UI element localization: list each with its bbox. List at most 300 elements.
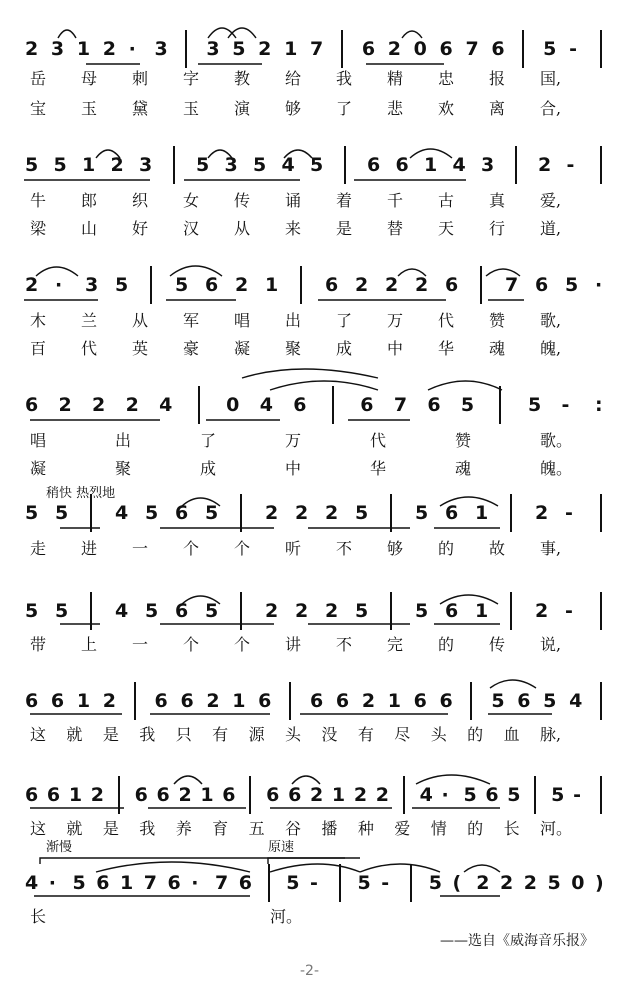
lyric-char: 事, — [540, 539, 562, 558]
lyric-char: 合, — [540, 99, 562, 118]
lyric-char: 了 — [336, 99, 353, 118]
page-number: -2- — [300, 963, 320, 979]
lyric-char: 中 — [387, 339, 404, 358]
bar-line — [600, 682, 602, 720]
note: 3 — [481, 154, 495, 176]
lyric-line — [0, 818, 630, 840]
lyric-char: 长 — [30, 907, 47, 926]
note: 6 — [485, 784, 499, 806]
note: 2 — [325, 502, 339, 524]
lyric-char: 故 — [489, 539, 506, 558]
note: · — [441, 784, 449, 806]
note: 4 — [115, 600, 129, 622]
lyric-char: 汉 — [183, 219, 200, 238]
lyric-char: 魄, — [540, 339, 562, 358]
note: · — [128, 38, 136, 60]
lyric-char: 不 — [336, 539, 353, 558]
lyric-char: 聚 — [115, 459, 132, 478]
note: 2 — [258, 38, 272, 60]
note: 5 — [72, 872, 86, 894]
lyric-char: 国, — [540, 69, 562, 88]
lyric-char: 玉 — [81, 99, 98, 118]
bar-line — [185, 30, 187, 68]
lyric-char: 万 — [387, 311, 404, 330]
note-line — [0, 270, 630, 300]
note-line — [0, 390, 630, 420]
note: 6 — [238, 872, 252, 894]
lyric-char: 爱 — [394, 819, 411, 838]
lyric-line — [0, 98, 630, 120]
lyric-char: 有 — [357, 725, 374, 744]
lyric-char: 道, — [540, 219, 562, 238]
lyric-line — [0, 190, 630, 212]
lyric-char: 木 — [30, 311, 47, 330]
lyric-char: 爱, — [540, 191, 562, 210]
note: 6 — [439, 38, 453, 60]
lyric-char: 了 — [336, 311, 353, 330]
lyric-char: 就 — [66, 725, 83, 744]
lyric-line — [0, 458, 630, 480]
note: 5 — [310, 154, 324, 176]
source-credit: ——选自《威海音乐报》 — [440, 933, 594, 949]
note-line — [0, 34, 630, 64]
note: 1 — [120, 872, 134, 894]
lyric-char: 个 — [234, 635, 251, 654]
lyric-char: 兰 — [81, 311, 98, 330]
note: 6 — [491, 38, 505, 60]
note: 2 — [538, 154, 552, 176]
lyric-line — [0, 310, 630, 332]
note: 5 — [415, 502, 429, 524]
lyric-char: 凝 — [30, 459, 47, 478]
lyric-char: 头 — [430, 725, 447, 744]
lyric-char: 代 — [438, 311, 455, 330]
lyric-char: 尽 — [394, 725, 411, 744]
note: 1 — [232, 690, 246, 712]
note: 6 — [266, 784, 280, 806]
lyric-char: 有 — [212, 725, 229, 744]
note: 5 — [196, 154, 210, 176]
note: 2 — [102, 38, 116, 60]
bar-line — [339, 864, 341, 902]
note: 6 — [445, 502, 459, 524]
lyric-char: 够 — [285, 99, 302, 118]
note: 7 — [310, 38, 324, 60]
lyric-line — [0, 430, 630, 452]
lyric-char: 郎 — [81, 191, 98, 210]
note: 6 — [134, 784, 148, 806]
note: 5 — [115, 274, 129, 296]
lyric-line — [0, 338, 630, 360]
note: 4 — [419, 784, 433, 806]
lyric-char: 的 — [438, 635, 455, 654]
lyric-char: 讲 — [285, 635, 302, 654]
note: 2 — [415, 274, 429, 296]
lyric-char: 我 — [139, 725, 156, 744]
lyric-char: 成 — [200, 459, 217, 478]
note: 2 — [265, 502, 279, 524]
note: 2 — [375, 784, 389, 806]
lyric-char: 育 — [212, 819, 229, 838]
note: 5 — [491, 690, 505, 712]
bar-line — [118, 776, 120, 814]
note: 2 — [25, 274, 39, 296]
lyric-line — [0, 906, 630, 928]
note: 6 — [325, 274, 339, 296]
note: 2 — [355, 274, 369, 296]
lyric-char: 山 — [81, 219, 98, 238]
note: 6 — [96, 872, 110, 894]
lyric-char: 的 — [438, 539, 455, 558]
note: 3 — [224, 154, 238, 176]
lyric-char: 报 — [489, 69, 506, 88]
bar-line — [510, 592, 512, 630]
bar-line — [240, 494, 242, 532]
note-line — [0, 596, 630, 626]
lyric-char: 情 — [430, 819, 447, 838]
bar-line — [515, 146, 517, 184]
note: 5 — [355, 600, 369, 622]
note: 2 — [125, 394, 139, 416]
note: 6 — [205, 274, 219, 296]
lyric-char: 河。 — [540, 819, 573, 838]
note: 2 — [235, 274, 249, 296]
note: 5 — [357, 872, 371, 894]
bar-line — [332, 386, 334, 424]
note: 1 — [265, 274, 279, 296]
note: 5 — [232, 38, 246, 60]
note: 1 — [475, 502, 489, 524]
lyric-char: 完 — [387, 635, 404, 654]
note: 5 — [55, 502, 69, 524]
note: 4 — [452, 154, 466, 176]
note: 1 — [387, 690, 401, 712]
lyric-char: 河。 — [270, 907, 303, 926]
lyric-char: 这 — [30, 725, 47, 744]
lyric-char: 华 — [438, 339, 455, 358]
lyric-char: 的 — [467, 725, 484, 744]
lyric-char: 够 — [387, 539, 404, 558]
note: 2 — [353, 784, 368, 806]
note: 6 — [395, 154, 409, 176]
note: 7 — [465, 38, 479, 60]
note: 5 — [543, 690, 557, 712]
lyric-line — [0, 218, 630, 240]
lyric-char: 忠 — [438, 69, 455, 88]
lyric-char: 天 — [438, 219, 455, 238]
bar-line — [534, 776, 536, 814]
bar-line — [90, 592, 92, 630]
lyric-char: 岳 — [30, 69, 47, 88]
lyric-char: 来 — [285, 219, 302, 238]
note: 1 — [475, 600, 489, 622]
note: 6 — [361, 38, 376, 60]
lyric-char: 行 — [489, 219, 506, 238]
lyric-char: 出 — [285, 311, 302, 330]
note: · — [48, 872, 56, 894]
note: - — [310, 872, 318, 894]
note: 5 — [527, 394, 542, 416]
lyric-char: 谷 — [285, 819, 302, 838]
bar-line — [173, 146, 175, 184]
lyric-char: 播 — [321, 819, 338, 838]
lyric-char: 军 — [183, 311, 200, 330]
lyric-char: 魂 — [455, 459, 472, 478]
tempo-marking: 渐慢 — [46, 840, 73, 855]
lyric-char: 聚 — [285, 339, 302, 358]
lyric-char: 母 — [81, 69, 98, 88]
note: · — [595, 274, 603, 296]
note: 6 — [445, 600, 459, 622]
lyric-char: 悲 — [387, 99, 404, 118]
note: 1 — [200, 784, 214, 806]
lyric-char: 好 — [132, 219, 149, 238]
lyric-char: 只 — [175, 725, 192, 744]
note: 3 — [50, 38, 65, 60]
bar-line — [470, 682, 472, 720]
note: 5 — [205, 502, 219, 524]
note: 2 — [178, 784, 192, 806]
lyric-char: 一 — [132, 539, 149, 558]
lyric-char: 我 — [336, 69, 353, 88]
lyric-char: 不 — [336, 635, 353, 654]
note: 2 — [110, 154, 124, 176]
note: 6 — [258, 690, 272, 712]
note: 6 — [535, 274, 549, 296]
note: 2 — [295, 600, 309, 622]
note: 3 — [154, 38, 168, 60]
note: 6 — [222, 784, 236, 806]
note: 6 — [413, 690, 427, 712]
lyric-line — [0, 634, 630, 656]
bar-line — [268, 864, 270, 902]
lyric-char: 古 — [438, 191, 455, 210]
lyric-char: 个 — [234, 539, 251, 558]
note: 6 — [175, 600, 189, 622]
lyric-char: 梁 — [30, 219, 47, 238]
bar-line — [522, 30, 524, 68]
note: 2 — [385, 274, 399, 296]
lyric-char: 女 — [183, 191, 200, 210]
lyric-char: 头 — [285, 725, 302, 744]
lyric-char: 是 — [336, 219, 353, 238]
note: 6 — [360, 394, 374, 416]
tempo-marking: 稍快 热烈地 — [46, 486, 116, 501]
lyric-char: 唱 — [234, 311, 251, 330]
lyric-char: 血 — [503, 725, 520, 744]
bar-line — [499, 386, 501, 424]
note: - — [561, 394, 570, 416]
lyric-char: 是 — [102, 819, 119, 838]
lyric-char: 中 — [285, 459, 302, 478]
note: 2 — [58, 394, 72, 416]
note: · — [55, 274, 63, 296]
note-line — [0, 780, 630, 810]
note: - — [573, 784, 581, 806]
bar-line — [289, 682, 291, 720]
note: 6 — [154, 690, 168, 712]
note: 5 — [286, 872, 300, 894]
note: 6 — [46, 784, 61, 806]
note: 6 — [427, 394, 441, 416]
note-line — [0, 150, 630, 180]
note: 3 — [206, 38, 220, 60]
lyric-char: 歌。 — [540, 431, 573, 450]
note: - — [566, 154, 575, 176]
note: 1 — [424, 154, 438, 176]
note: 5 — [53, 154, 67, 176]
lyric-char: 的 — [467, 819, 484, 838]
bar-line — [249, 776, 251, 814]
lyric-char: 演 — [234, 99, 251, 118]
note: 0 — [226, 394, 240, 416]
lyric-char: 玉 — [183, 99, 200, 118]
note: 2 — [500, 872, 514, 894]
lyric-char: 我 — [139, 819, 156, 838]
lyric-char: 唱 — [30, 431, 47, 450]
note: 5 — [428, 872, 442, 894]
lyric-char: 脉, — [540, 725, 562, 744]
lyric-char: 从 — [132, 311, 149, 330]
lyric-char: 从 — [234, 219, 251, 238]
note: 5 — [565, 274, 579, 296]
note: 6 — [25, 394, 39, 416]
note-line — [0, 686, 630, 716]
note: 2 — [535, 600, 549, 622]
lyric-char: 没 — [321, 725, 338, 744]
lyric-char: 带 — [30, 635, 47, 654]
note: 2 — [295, 502, 309, 524]
note: 1 — [284, 38, 298, 60]
note: - — [565, 502, 573, 524]
note: - — [569, 38, 577, 60]
note: 2 — [310, 784, 324, 806]
lyric-char: 个 — [183, 539, 200, 558]
lyric-char: 听 — [285, 539, 302, 558]
lyric-char: 进 — [81, 539, 98, 558]
note: 4 — [281, 154, 295, 176]
bar-line — [198, 386, 200, 424]
lyric-line — [0, 68, 630, 90]
lyric-char: 字 — [183, 69, 200, 88]
lyric-char: 了 — [200, 431, 217, 450]
note: 0 — [413, 38, 427, 60]
lyric-line — [0, 724, 630, 746]
lyric-char: 成 — [336, 339, 353, 358]
note: 2 — [325, 600, 339, 622]
bar-line — [390, 494, 392, 532]
lyric-char: 织 — [132, 191, 149, 210]
note: 2 — [92, 394, 106, 416]
lyric-char: 个 — [183, 635, 200, 654]
note: 1 — [76, 38, 91, 60]
lyric-char: 着 — [336, 191, 353, 210]
note: 6 — [50, 690, 65, 712]
note: 5 — [415, 600, 429, 622]
lyric-char: 欢 — [438, 99, 455, 118]
lyric-char: 黛 — [132, 99, 149, 118]
note: 6 — [445, 274, 459, 296]
lyric-char: 凝 — [234, 339, 251, 358]
lyric-char: 走 — [30, 539, 47, 558]
note: 5 — [507, 784, 521, 806]
lyric-char: 真 — [489, 191, 506, 210]
bar-line — [480, 266, 482, 304]
note: 1 — [76, 690, 91, 712]
lyric-char: 牛 — [30, 191, 47, 210]
note: 3 — [85, 274, 99, 296]
note-line — [0, 868, 630, 898]
note: 5 — [253, 154, 267, 176]
bar-line — [300, 266, 302, 304]
note: 5 — [547, 872, 561, 894]
note: 2 — [535, 502, 549, 524]
bar-line — [600, 776, 602, 814]
lyric-char: 长 — [503, 819, 520, 838]
note: 5 — [25, 154, 39, 176]
note: 6 — [288, 784, 302, 806]
note: 6 — [180, 690, 194, 712]
lyric-char: 百 — [30, 339, 47, 358]
lyric-char: 代 — [370, 431, 387, 450]
lyric-char: 魂 — [489, 339, 506, 358]
note: 2 — [387, 38, 401, 60]
note: 6 — [335, 690, 350, 712]
lyric-char: 是 — [102, 725, 119, 744]
note: · — [191, 872, 199, 894]
note: 5 — [55, 600, 69, 622]
note: 2 — [25, 38, 39, 60]
lyric-char: 英 — [132, 339, 149, 358]
lyric-char: 传 — [489, 635, 506, 654]
lyric-char: 诵 — [285, 191, 302, 210]
lyric-char: 一 — [132, 635, 149, 654]
lyric-char: 种 — [357, 819, 374, 838]
lyric-char: 五 — [248, 819, 265, 838]
lyric-char: 豪 — [183, 339, 200, 358]
note: 5 — [551, 784, 565, 806]
bar-line — [344, 146, 346, 184]
lyric-char: 源 — [248, 725, 265, 744]
lyric-char: 传 — [234, 191, 251, 210]
lyric-char: 就 — [66, 819, 83, 838]
note: 6 — [25, 690, 39, 712]
note: 5 — [145, 502, 159, 524]
bar-line — [600, 146, 602, 184]
note: 6 — [439, 690, 453, 712]
note: 4 — [25, 872, 39, 894]
note: 7 — [393, 394, 408, 416]
lyric-char: 说, — [540, 635, 562, 654]
note: 5 — [175, 274, 189, 296]
note: 6 — [367, 154, 381, 176]
note: 6 — [156, 784, 170, 806]
note: 7 — [215, 872, 229, 894]
bar-line — [510, 494, 512, 532]
bar-line — [600, 30, 602, 68]
note: 1 — [68, 784, 83, 806]
lyric-line — [0, 538, 630, 560]
bar-line — [390, 592, 392, 630]
lyric-char: 万 — [285, 431, 302, 450]
tempo-marking-2: 原速 — [268, 840, 295, 855]
lyric-char: 这 — [30, 819, 47, 838]
note: 6 — [310, 690, 324, 712]
note: 5 — [543, 38, 557, 60]
note: 6 — [293, 394, 307, 416]
lyric-char: 刺 — [132, 69, 149, 88]
lyric-char: 教 — [234, 69, 251, 88]
